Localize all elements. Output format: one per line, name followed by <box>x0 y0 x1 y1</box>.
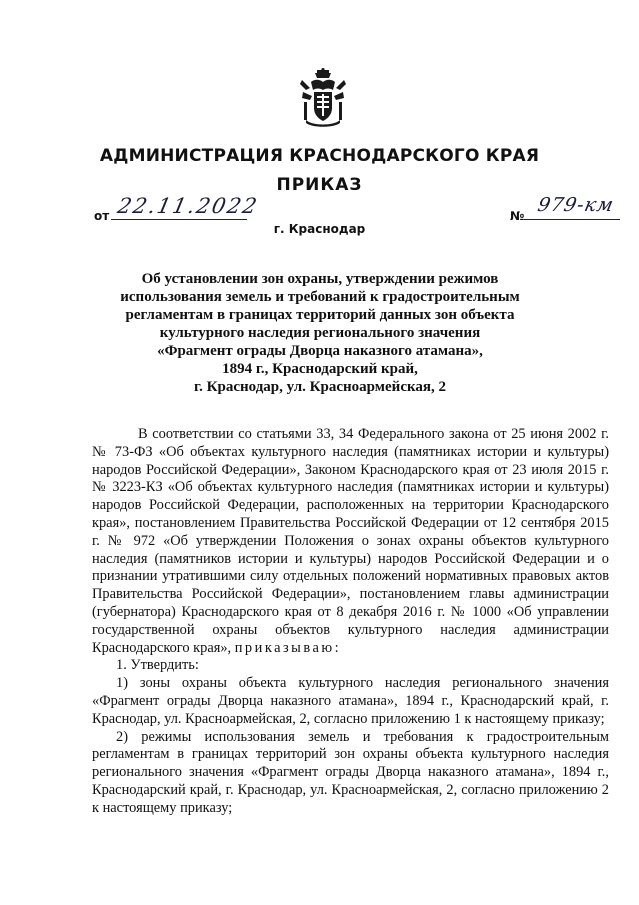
heading-line: 1894 г., Краснодарский край, <box>222 361 418 377</box>
document-body <box>92 426 609 818</box>
item-1-paragraph: 1. Утвердить: <box>116 657 199 674</box>
item-1-1-paragraph: 1) зоны охраны объекта культурного наследия регионального значения «Фрагмент ограды Дворца наказного атамана», 1894 г., Краснодарский край, г. Краснодар, ул. Красноармейская, 2, согласно приложению 1 к настоящему приказу; <box>92 675 609 727</box>
document-type: ПРИКАЗ <box>276 175 363 195</box>
heading-line: регламентам в границах территорий данных зон объекта <box>125 307 515 323</box>
document-heading <box>120 270 520 396</box>
item-1-2-paragraph: 2) режимы использования земель и требования к градостроительным регламентам в границах территорий зон охраны объекта культурного наследия регионального значения «Фрагмент ограды Дворца наказного атамана», 1894 г., Краснодарский край, г. Краснодар, ул. Красноармейская, 2, согласно приложению 2 к настоящему приказу; <box>92 728 609 816</box>
heading-line: использования земель и требований к градостроительным <box>120 289 520 305</box>
preamble-text: В соответствии со статьями 33, 34 Федерального закона от 25 июня 2002 г. № 73-ФЗ «Об объектах культурного наследия (памятниках истории и культуры) народов Российской Федерации», Законом Краснодарского края от 23 июля 2015 г. № 3223-КЗ «Об объектах культурного наследия (памятниках истории и культуры) народов Российской Федерации, расположенных на территории Краснодарского края», постановлением Правительства Российской Федерации от 12 сентября 2015 г. № 972 «Об утверждении Положения о зонах охраны объектов культурного наследия (памятников истории и культуры) народов Российской Федерации и о признании утратившими силу отдельных положений нормативных правовых актов Правительства Российской Федерации», постановлением главы администрации (губернатора) Краснодарского края от 8 декабря 2016 г. № 1000 «Об управлении государственной охраны объектов культурного наследия администрации Краснодарского края», <box>92 426 609 656</box>
date-label: от <box>94 209 110 223</box>
heading-line: г. Краснодар, ул. Красноармейская, 2 <box>193 379 447 395</box>
handwritten-date: 22.11.2022 <box>115 194 261 218</box>
number-underline <box>524 219 620 220</box>
heading-line: «Фрагмент ограды Дворца наказного атамана», <box>157 343 483 359</box>
city-label: г. Краснодар <box>273 222 366 236</box>
number-label: № <box>510 209 525 223</box>
date-underline <box>111 219 247 220</box>
preamble-paragraph <box>92 426 609 657</box>
coat-of-arms-emblem <box>300 68 346 128</box>
organization-title: АДМИНИСТРАЦИЯ КРАСНОДАРСКОГО КРАЯ <box>99 146 540 166</box>
heading-line: культурного наследия регионального значения <box>159 325 481 341</box>
heading-line: Об установлении зон охраны, утверждении режимов <box>141 271 499 287</box>
order-word: приказываю: <box>234 639 342 656</box>
handwritten-number: 979-км <box>535 194 617 216</box>
